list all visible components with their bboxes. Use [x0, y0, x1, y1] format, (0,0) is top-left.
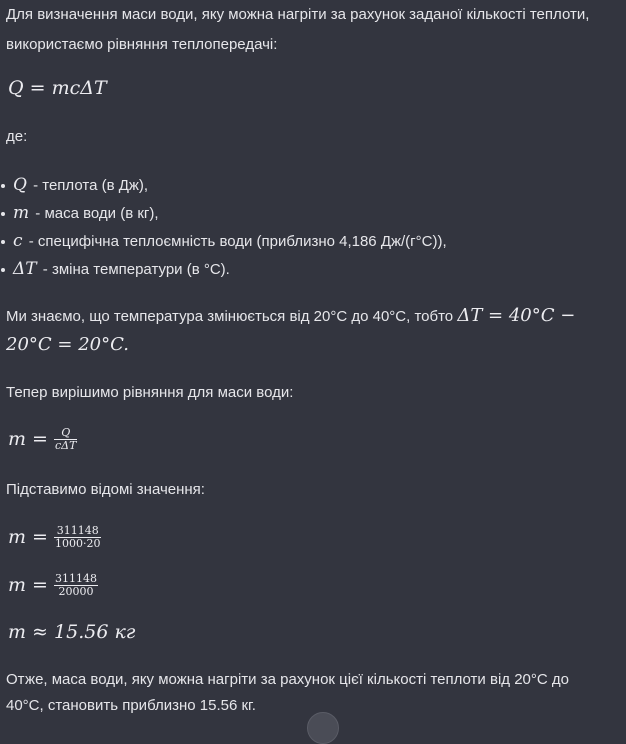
conclusion-line-1: Отже, маса води, яку можна нагріти за рахунок цієї кількості теплоти від 20°C до — [6, 671, 569, 688]
formula-result: m ≈ 15.56 кг — [8, 621, 136, 643]
intro-line-2: використаємо рівняння теплопередачі: — [6, 36, 278, 53]
formula-simplified: m = $\frac{311148}{20000}$ — [8, 571, 97, 598]
formula-substituted: m = $\frac{311148}{1000\cdot 20}$ — [8, 523, 101, 550]
formula-heat-transfer: Q = mcΔT — [8, 77, 107, 99]
variable-list — [6, 171, 447, 283]
list-item: m - маса води (в кг), — [6, 199, 447, 227]
scroll-down-button[interactable] — [307, 712, 339, 744]
intro-line-1: Для визначення маси води, яку можна нагріти за рахунок заданої кількості теплоти, — [6, 6, 590, 23]
temp-change-paragraph — [6, 302, 618, 360]
list-item: c - специфічна теплоємність води (приблизно 4,186 Дж/(г°C)), — [6, 227, 447, 255]
where-label: де: — [6, 128, 28, 145]
intro-paragraph — [6, 2, 589, 58]
solve-text: Тепер вирішимо рівняння для маси води: — [6, 384, 294, 401]
substitute-text: Підставимо відомі значення: — [6, 481, 205, 498]
formula-mass: m = $\frac{Q}{\text{cΔT}}$ — [8, 425, 77, 452]
temp-change-text: Ми знаємо, що температура змінюється від 20°C до 40°C, тобто — [6, 308, 458, 325]
conclusion-line-2: 40°C, становить приблизно 15.56 кг. — [6, 697, 256, 714]
temp-change-math-1: ΔT = 40°C − — [457, 305, 576, 326]
list-item: Q - теплота (в Дж), — [6, 171, 447, 199]
conclusion-paragraph — [6, 667, 618, 719]
temp-change-math-2: 20°C = 20°C. — [6, 334, 129, 355]
list-item: ΔT - зміна температури (в °C). — [6, 255, 447, 283]
